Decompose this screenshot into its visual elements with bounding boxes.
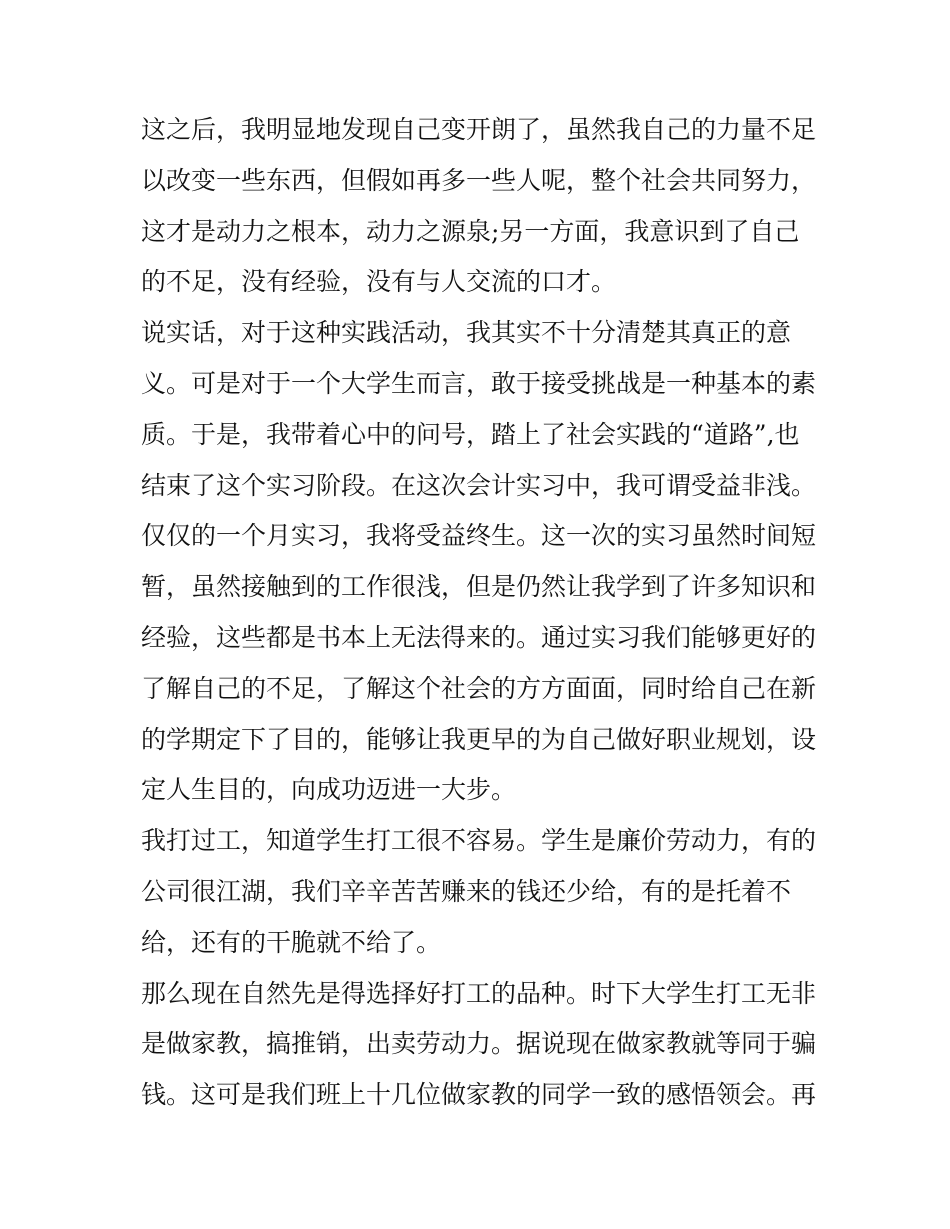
text-line: 了解自己的不足，了解这个社会的方方面面，同时给自己在新 — [141, 673, 817, 703]
text-line: 结束了这个实习阶段。在这次会计实习中，我可谓受益非浅。 — [141, 470, 817, 500]
text-line: 给，还有的干脆就不给了。 — [141, 927, 442, 957]
text-line: 钱。这可是我们班上十几位做家教的同学一致的感悟领会。再 — [141, 1080, 817, 1110]
text-line: 说实话，对于这种实践活动，我其实不十分清楚其真正的意 — [141, 318, 792, 348]
text-line: 这才是动力之根本，动力之源泉;另一方面，我意识到了自己 — [141, 216, 800, 246]
text-line: 经验，这些都是书本上无法得来的。通过实习我们能够更好的 — [141, 622, 817, 652]
text-line: 暂，虽然接触到的工作很浅，但是仍然让我学到了许多知识和 — [141, 572, 817, 602]
text-line: 义。可是对于一个大学生而言，敢于接受挑战是一种基本的素 — [141, 368, 817, 398]
text-line: 是做家教，搞推销，出卖劳动力。据说现在做家教就等同于骗 — [141, 1029, 817, 1059]
text-line: 质。于是，我带着心中的问号，踏上了社会实践的“道路”,也 — [141, 419, 800, 449]
text-line: 我打过工，知道学生打工很不容易。学生是廉价劳动力，有的 — [141, 826, 817, 856]
text-line: 的学期定下了目的，能够让我更早的为自己做好职业规划，设 — [141, 724, 817, 754]
text-line: 的不足，没有经验，没有与人交流的口才。 — [141, 267, 617, 297]
text-line: 定人生目的，向成功迈进一大步。 — [141, 775, 517, 805]
text-line: 公司很江湖，我们辛辛苦苦赚来的钱还少给，有的是托着不 — [141, 876, 792, 906]
text-line: 那么现在自然先是得选择好打工的品种。时下大学生打工无非 — [141, 978, 817, 1008]
body-text — [141, 105, 816, 1121]
text-line: 这之后，我明显地发现自己变开朗了，虽然我自己的力量不足 — [141, 115, 817, 144]
text-line: 以改变一些东西，但假如再多一些人呢，整个社会共同努力， — [141, 165, 817, 195]
text-line: 仅仅的一个月实习，我将受益终生。这一次的实习虽然时间短 — [141, 521, 817, 551]
